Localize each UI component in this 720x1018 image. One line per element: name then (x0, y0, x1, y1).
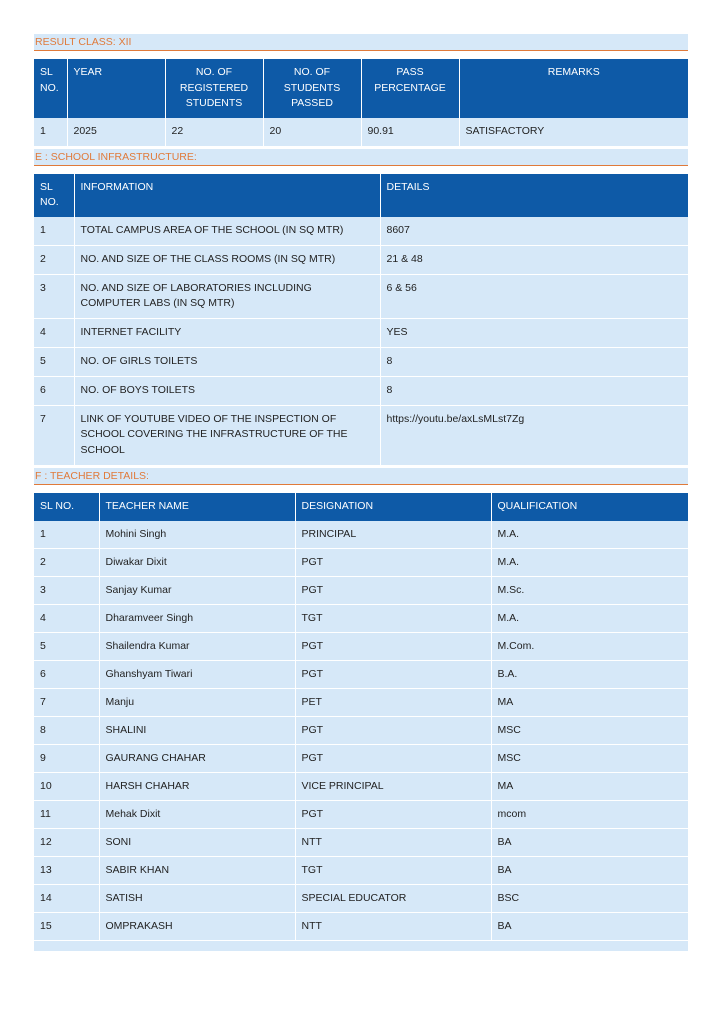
teacher-cell-designation: TGT (295, 856, 491, 884)
teacher-cell-designation: PGT (295, 576, 491, 604)
table-row (34, 800, 688, 828)
result-cell-remarks: SATISFACTORY (459, 118, 688, 147)
teacher-cell-name: Diwakar Dixit (99, 548, 295, 576)
teacher-cell-designation: NTT (295, 912, 491, 940)
table-row (34, 604, 688, 632)
infra-cell-slno: 3 (34, 274, 74, 318)
teacher-cell-slno: 15 (34, 912, 99, 940)
result-header-passed: NO. OF STUDENTS PASSED (263, 59, 361, 118)
teacher-cell-qualification: M.A. (491, 548, 688, 576)
teacher-cell-slno: 7 (34, 688, 99, 716)
teacher-cell-designation: PET (295, 688, 491, 716)
teacher-cell-name: Sanjay Kumar (99, 576, 295, 604)
infra-cell-slno: 7 (34, 405, 74, 465)
teacher-header-name: TEACHER NAME (99, 493, 295, 521)
table-row (34, 548, 688, 576)
teacher-cell-designation: PGT (295, 716, 491, 744)
teacher-cell-name: OMPRAKASH (99, 912, 295, 940)
table-row (34, 245, 688, 274)
result-header-remarks: REMARKS (459, 59, 688, 118)
infra-cell-slno: 6 (34, 376, 74, 405)
teacher-header-slno: SL NO. (34, 493, 99, 521)
teacher-cell-name: Mohini Singh (99, 521, 295, 549)
result-cell-percentage: 90.91 (361, 118, 459, 147)
table-row (34, 318, 688, 347)
result-cell-year: 2025 (67, 118, 165, 147)
table-row (34, 632, 688, 660)
table-bottom-band (34, 941, 688, 951)
teacher-cell-name: SHALINI (99, 716, 295, 744)
infra-cell-slno: 4 (34, 318, 74, 347)
infra-cell-details: 8607 (380, 217, 688, 246)
teacher-cell-slno: 10 (34, 772, 99, 800)
table-row (34, 884, 688, 912)
teacher-cell-name: Mehak Dixit (99, 800, 295, 828)
teacher-cell-designation: NTT (295, 828, 491, 856)
teacher-cell-qualification: MA (491, 772, 688, 800)
teacher-cell-designation: TGT (295, 604, 491, 632)
teacher-header-designation: DESIGNATION (295, 493, 491, 521)
teacher-cell-name: SATISH (99, 884, 295, 912)
teacher-cell-slno: 2 (34, 548, 99, 576)
teacher-cell-qualification: B.A. (491, 660, 688, 688)
infra-cell-information: NO. AND SIZE OF THE CLASS ROOMS (IN SQ MTR) (74, 245, 380, 274)
teacher-cell-name: SABIR KHAN (99, 856, 295, 884)
teacher-cell-slno: 14 (34, 884, 99, 912)
teacher-cell-name: Shailendra Kumar (99, 632, 295, 660)
infra-cell-information: LINK OF YOUTUBE VIDEO OF THE INSPECTION OF SCHOOL COVERING THE INFRASTRUCTURE OF THE SCHOOL (74, 405, 380, 465)
result-table (34, 59, 688, 147)
teacher-cell-designation: SPECIAL EDUCATOR (295, 884, 491, 912)
table-row (34, 576, 688, 604)
result-header-percentage: PASS PERCENTAGE (361, 59, 459, 118)
table-row (34, 376, 688, 405)
infra-header-information: INFORMATION (74, 174, 380, 217)
teacher-cell-designation: PGT (295, 632, 491, 660)
teacher-cell-slno: 5 (34, 632, 99, 660)
teacher-cell-name: HARSH CHAHAR (99, 772, 295, 800)
teacher-cell-qualification: BA (491, 856, 688, 884)
teacher-cell-slno: 4 (34, 604, 99, 632)
table-row (34, 716, 688, 744)
teacher-cell-qualification: M.A. (491, 521, 688, 549)
teacher-section-title: F : TEACHER DETAILS: (34, 468, 688, 485)
teacher-cell-name: SONI (99, 828, 295, 856)
teacher-cell-slno: 1 (34, 521, 99, 549)
result-header-slno: SL NO. (34, 59, 67, 118)
teacher-cell-qualification: BSC (491, 884, 688, 912)
teacher-cell-slno: 3 (34, 576, 99, 604)
teacher-cell-qualification: MSC (491, 716, 688, 744)
result-cell-registered: 22 (165, 118, 263, 147)
infrastructure-section-title: E : SCHOOL INFRASTRUCTURE: (34, 149, 688, 166)
result-cell-slno: 1 (34, 118, 67, 147)
infra-cell-slno: 2 (34, 245, 74, 274)
result-cell-passed: 20 (263, 118, 361, 147)
table-row (34, 660, 688, 688)
infra-cell-details: YES (380, 318, 688, 347)
teacher-cell-slno: 6 (34, 660, 99, 688)
teacher-cell-name: GAURANG CHAHAR (99, 744, 295, 772)
table-row (34, 217, 688, 246)
table-row (34, 772, 688, 800)
teacher-cell-qualification: M.Com. (491, 632, 688, 660)
result-header-registered: NO. OF REGISTERED STUDENTS (165, 59, 263, 118)
teacher-cell-designation: PGT (295, 660, 491, 688)
infra-cell-details: 8 (380, 347, 688, 376)
result-section-title: RESULT CLASS: XII (34, 34, 688, 51)
infra-header-slno: SL NO. (34, 174, 74, 217)
infra-cell-information: NO. OF GIRLS TOILETS (74, 347, 380, 376)
infra-cell-details: 21 & 48 (380, 245, 688, 274)
document-page (34, 34, 688, 951)
result-header-year: YEAR (67, 59, 165, 118)
teacher-cell-designation: PGT (295, 548, 491, 576)
table-row (34, 118, 688, 147)
teacher-header-qualification: QUALIFICATION (491, 493, 688, 521)
teacher-cell-qualification: M.Sc. (491, 576, 688, 604)
teacher-cell-slno: 12 (34, 828, 99, 856)
table-row (34, 856, 688, 884)
teacher-header-row (34, 493, 688, 521)
table-row (34, 744, 688, 772)
infrastructure-table (34, 174, 688, 466)
table-row (34, 274, 688, 318)
infra-cell-information: TOTAL CAMPUS AREA OF THE SCHOOL (IN SQ MTR) (74, 217, 380, 246)
infra-header-details: DETAILS (380, 174, 688, 217)
table-row (34, 521, 688, 549)
teacher-cell-qualification: MSC (491, 744, 688, 772)
table-row (34, 347, 688, 376)
teacher-cell-designation: PRINCIPAL (295, 521, 491, 549)
teacher-cell-designation: PGT (295, 744, 491, 772)
teacher-cell-qualification: mcom (491, 800, 688, 828)
infra-cell-information: NO. AND SIZE OF LABORATORIES INCLUDING COMPUTER LABS (IN SQ MTR) (74, 274, 380, 318)
table-row (34, 912, 688, 940)
teacher-cell-qualification: BA (491, 912, 688, 940)
infra-cell-details: https://youtu.be/axLsMLst7Zg (380, 405, 688, 465)
teacher-cell-slno: 13 (34, 856, 99, 884)
teacher-cell-slno: 9 (34, 744, 99, 772)
teacher-cell-qualification: BA (491, 828, 688, 856)
teacher-cell-qualification: M.A. (491, 604, 688, 632)
teacher-cell-name: Manju (99, 688, 295, 716)
teacher-cell-designation: PGT (295, 800, 491, 828)
teacher-table (34, 493, 688, 941)
result-header-row (34, 59, 688, 118)
teacher-cell-name: Ghanshyam Tiwari (99, 660, 295, 688)
teacher-cell-name: Dharamveer Singh (99, 604, 295, 632)
teacher-cell-slno: 11 (34, 800, 99, 828)
infra-cell-information: NO. OF BOYS TOILETS (74, 376, 380, 405)
table-row (34, 688, 688, 716)
infra-cell-details: 8 (380, 376, 688, 405)
infra-cell-information: INTERNET FACILITY (74, 318, 380, 347)
infra-cell-details: 6 & 56 (380, 274, 688, 318)
infrastructure-header-row (34, 174, 688, 217)
infra-cell-slno: 1 (34, 217, 74, 246)
table-row (34, 828, 688, 856)
table-row (34, 405, 688, 465)
infra-cell-slno: 5 (34, 347, 74, 376)
teacher-cell-slno: 8 (34, 716, 99, 744)
teacher-cell-designation: VICE PRINCIPAL (295, 772, 491, 800)
teacher-cell-qualification: MA (491, 688, 688, 716)
